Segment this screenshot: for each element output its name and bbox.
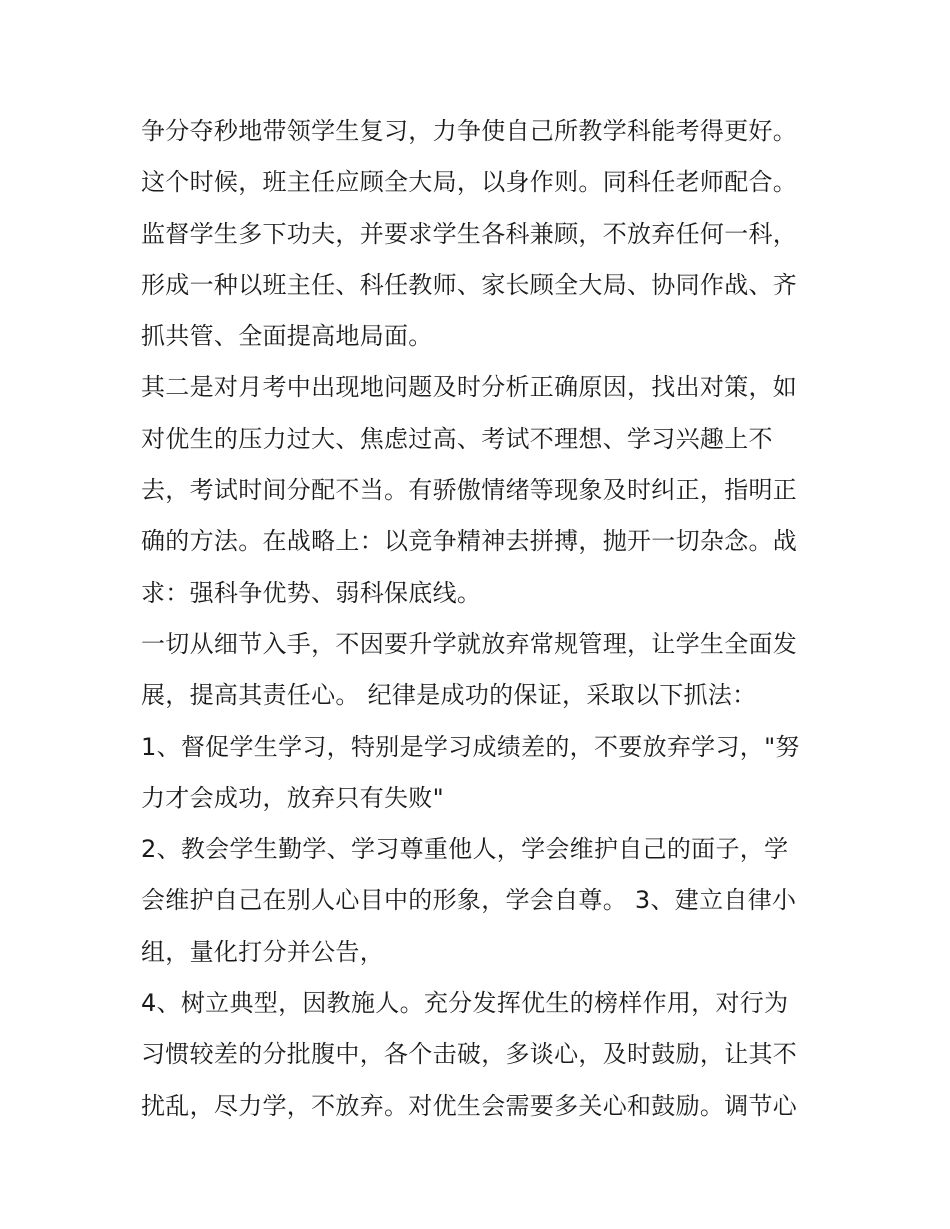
document-body (141, 106, 821, 1132)
text-line: 力才会成功，放弃只有失败" (141, 783, 444, 812)
text-line: 确的方法。在战略上：以竞争精神去拼搏，抛开一切杂念。战 (141, 527, 798, 556)
text-line: 对优生的压力过大、焦虑过高、考试不理想、学习兴趣上不 (141, 424, 773, 453)
text-line: 展，提高其责任心。 纪律是成功的保证，采取以下抓法： (141, 681, 757, 710)
text-line: 习惯较差的分批腹中，各个击破，多谈心，及时鼓励，让其不 (141, 1040, 798, 1069)
text-line: 2、教会学生勤学、学习尊重他人，学会维护自己的面子，学 (141, 835, 789, 864)
text-line: 求：强科争优势、弱科保底线。 (141, 578, 482, 607)
text-line: 争分夺秒地带领学生复习，力争使自己所教学科能考得更好。 (141, 117, 798, 145)
text-line: 去，考试时间分配不当。有骄傲情绪等现象及时纠正，指明正 (141, 476, 798, 505)
text-line: 1、督促学生学习，特别是学习成绩差的，不要放弃学习，"努 (141, 732, 800, 761)
text-line: 这个时候，班主任应顾全大局，以身作则。同科任老师配合。 (141, 168, 798, 197)
text-line: 会维护自己在别人心目中的形象，学会自尊。 3、建立自律小 (141, 886, 797, 915)
text-line: 监督学生多下功夫，并要求学生各科兼顾，不放弃任何一科， (141, 219, 798, 248)
text-line: 扰乱，尽力学，不放弃。对优生会需要多关心和鼓励。调节心 (141, 1091, 798, 1120)
text-line: 形成一种以班主任、科任教师、家长顾全大局、协同作战、齐 (141, 270, 798, 299)
text-line: 抓共管、全面提高地局面。 (141, 322, 433, 351)
text-line: 一切从细节入手，不因要升学就放弃常规管理，让学生全面发 (141, 629, 798, 658)
text-line: 4、树立典型，因教施人。充分发挥优生的榜样作用，对行为 (141, 989, 789, 1018)
text-line: 其二是对月考中出现地问题及时分析正确原因，找出对策，如 (141, 373, 798, 402)
text-line: 组，量化打分并公告， (141, 937, 384, 966)
